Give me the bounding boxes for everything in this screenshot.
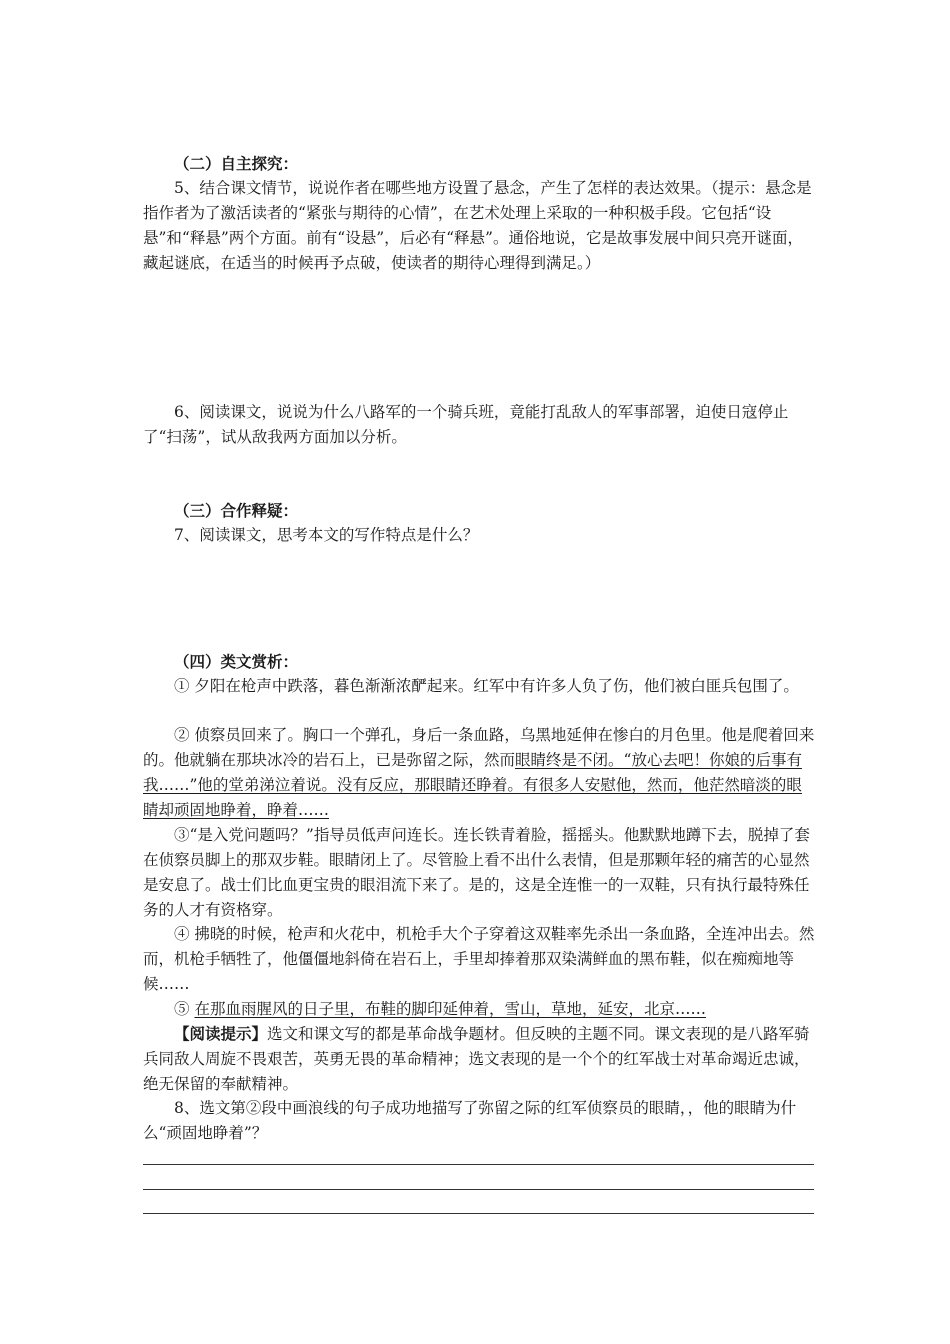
answer-line-1[interactable] [143, 1164, 814, 1165]
section-heading-2: （二）自主探究： [174, 154, 299, 173]
answer-line-2[interactable] [143, 1189, 814, 1190]
reading-tip-label: 【阅读提示】 [174, 1024, 268, 1043]
question-8: 8、选文第②段中画浪线的句子成功地描写了弥留之际的红军侦察员的眼睛，，他的眼睛为什么“顽固地睁着”？ [143, 1099, 797, 1142]
passage-paragraph-5 [143, 997, 815, 1022]
reading-tip [143, 1021, 815, 1097]
section-heading-4: （四）类文赏析： [174, 652, 299, 671]
passage-paragraph-2-text: ② 侦察员回来了。胸口一个弹孔，身后一条血路，乌黑地延伸在惨白的月色里。他是爬着回来的。他就躺在那块冰冷的岩石上，已是弥留之际，然而 [143, 726, 815, 769]
answer-line-3[interactable] [143, 1213, 814, 1214]
section-heading-3: （三）合作释疑： [174, 501, 299, 520]
underlined-eye-sentence: 眼睛终是不闭。“放心去吧！你娘的后事有我……”他的堂弟涕泣着说。没有反应，那眼睛还睁着。有很多人安慰他，然而，他茫然暗淡的眼睛却顽固地睁着，睁着…… [143, 751, 802, 819]
underlined-closing-sentence: 在那血雨腥风的日子里，布鞋的脚印延伸着，雪山，草地，延安，北京…… [194, 1000, 706, 1018]
passage-paragraph-3: ③“是入党问题吗？”指导员低声问连长。连长铁青着脸，摇摇头。他默默地蹲下去，脱掉了套在侦察员脚上的那双步鞋。眼睛闭上了。尽管脸上看不出什么表情，但是那颗年轻的痛苦的心显然是安息了。战士们比血更宝贵的眼泪流下来了。是的，这是全连惟一的一双鞋，只有执行最特殊任务的人才有资格穿。 [143, 826, 810, 919]
question-7: 7、阅读课文，思考本文的写作特点是什么？ [174, 526, 479, 544]
passage-paragraph-5-number: ⑤ [174, 1000, 195, 1018]
question-6: 6、阅读课文，说说为什么八路军的一个骑兵班，竟能打乱敌人的军事部署，迫使日寇停止了“扫荡”，试从敌我两方面加以分析。 [143, 403, 789, 446]
reading-tip-text: 选文和课文写的都是革命战争题材。但反映的主题不同。课文表现的是八路军骑兵同敌人周旋不畏艰苦，英勇无畏的革命精神；选文表现的是一个个的红军战士对革命竭近忠诚，绝无保留的奉献精神。 [143, 1025, 810, 1093]
passage-paragraph-4: ④ 拂晓的时候，枪声和火花中，机枪手大个子穿着这双鞋率先杀出一条血路，全连冲出去。然而，机枪手牺牲了，他僵僵地斜倚在岩石上，手里却捧着那双染满鲜血的黑布鞋，似在痴痴地等候…… [143, 925, 815, 993]
passage-paragraph-1: ① 夕阳在枪声中跌落，暮色渐渐浓酽起来。红军中有许多人负了伤，他们被白匪兵包围了。 [174, 677, 799, 695]
passage-paragraph-2 [143, 723, 815, 823]
question-5: 5、结合课文情节，说说作者在哪些地方设置了悬念，产生了怎样的表达效果。（提示：悬念是指作者为了激活读者的“紧张与期待的心情”，在艺术处理上采取的一种积极手段。它包括“设悬”和“释悬”两个方面。前有“设悬”，后必有“释悬”。通俗地说，它是故事发展中间只亮开谜面，藏起谜底，在适当的时候再予点破，使读者的期待心理得到满足。） [143, 179, 812, 272]
